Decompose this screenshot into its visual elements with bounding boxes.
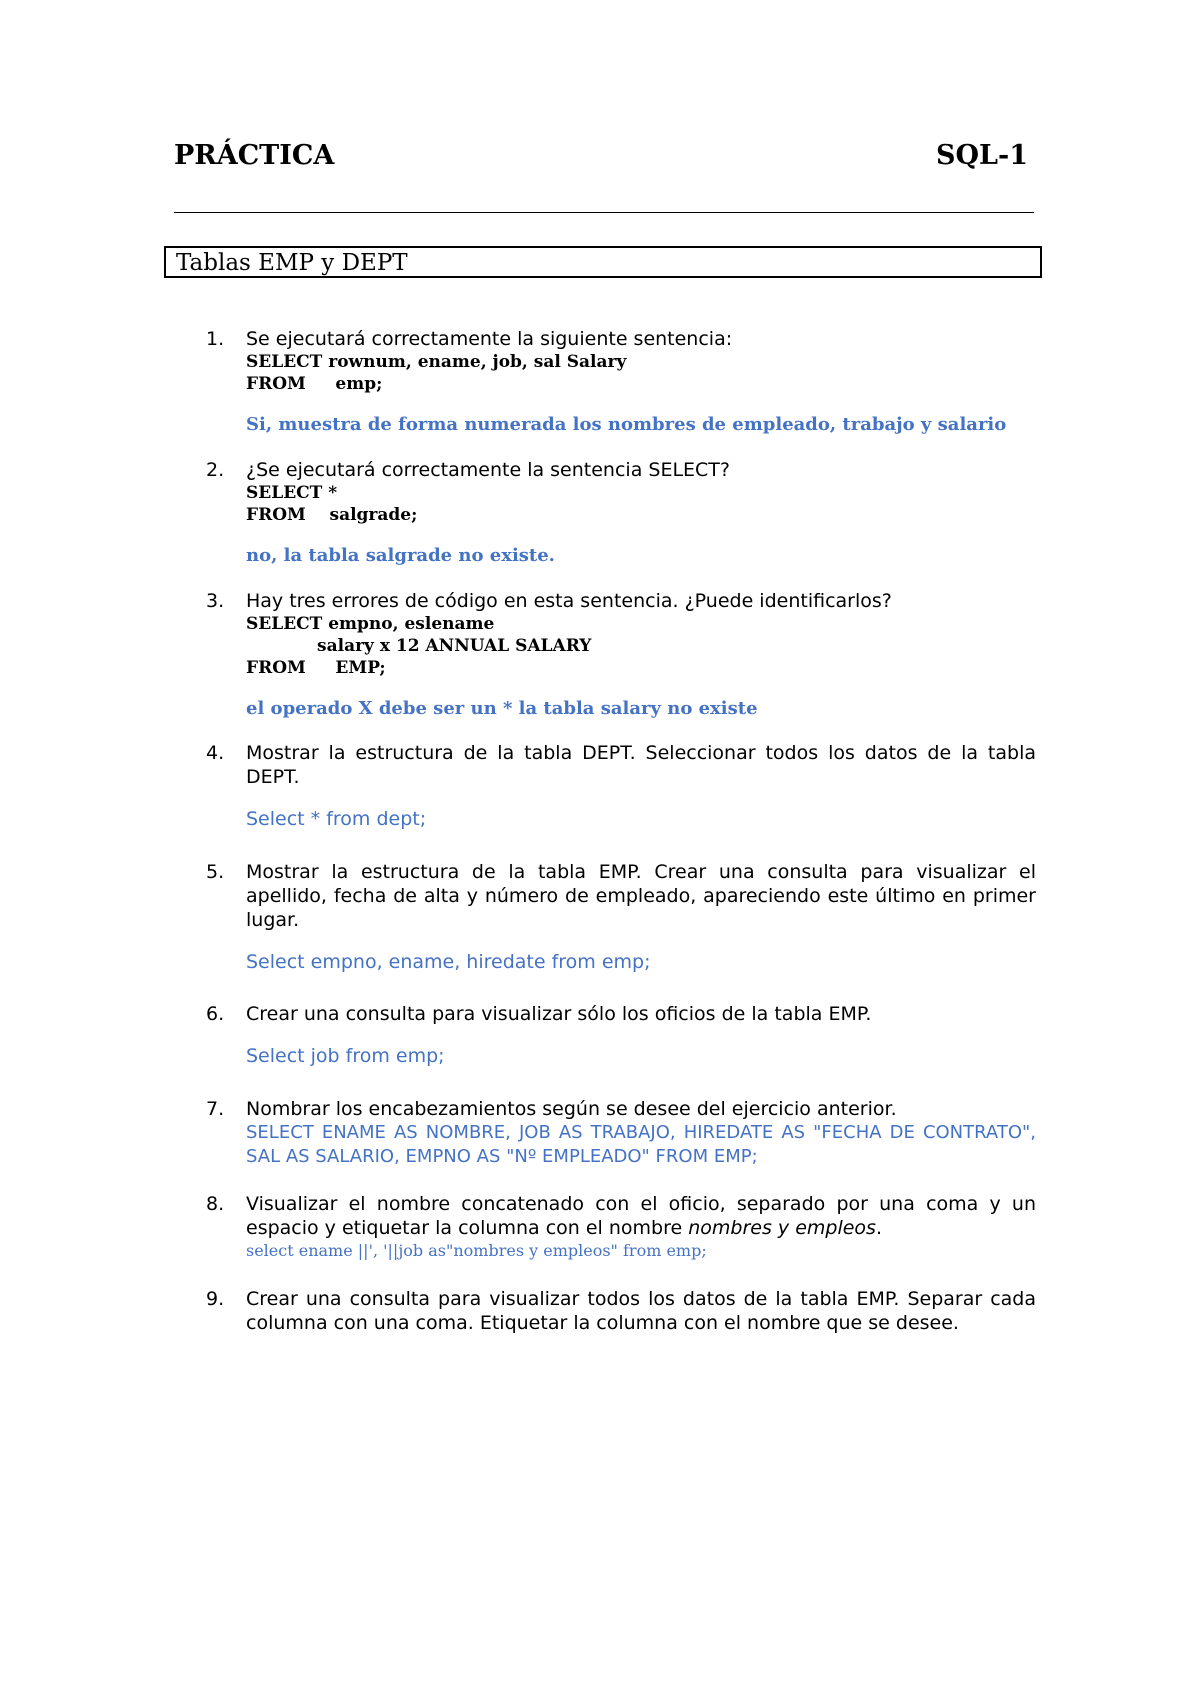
question-text: Hay tres errores de código en esta sentencia. ¿Puede identificarlos? (246, 590, 892, 612)
code-line: SELECT rownum, ename, job, sal Salary (246, 352, 627, 372)
question-text: ¿Se ejecutará correctamente la sentencia SELECT? (246, 459, 730, 481)
answer-text: select ename ||', '||job as"nombres y empleos" from emp; (246, 1241, 707, 1260)
answer-text: el operado X debe ser un * la tabla salary no existe (246, 698, 758, 719)
item-number: 9. (206, 1288, 225, 1310)
item-number: 8. (206, 1193, 225, 1215)
code-line: SELECT empno, eslename (246, 614, 495, 634)
question-start: Visualizar el nombre concatenado con el oficio, separado por una coma y un espacio y etiquetar la columna con el nombre (246, 1193, 1036, 1239)
page-code: SQL-1 (936, 140, 1028, 171)
item-number: 2. (206, 459, 225, 481)
page-title: PRÁCTICA (174, 140, 335, 171)
answer-text: no, la tabla salgrade no existe. (246, 545, 555, 566)
question-text: Crear una consulta para visualizar sólo los oficios de la tabla EMP. (246, 1003, 872, 1025)
code-line: FROM emp; (246, 374, 383, 394)
column-alias: nombres y empleos (688, 1217, 876, 1239)
question-text: Nombrar los encabezamientos según se desee del ejercicio anterior. (246, 1098, 897, 1120)
item-number: 6. (206, 1003, 225, 1025)
section-title: Tablas EMP y DEPT (176, 250, 408, 276)
code-line: FROM EMP; (246, 658, 386, 678)
question-text: Mostrar la estructura de la tabla DEPT. Seleccionar todos los datos de la tabla DEPT. (246, 742, 1036, 788)
answer-text: Select empno, ename, hiredate from emp; (246, 951, 651, 973)
item-number: 7. (206, 1098, 225, 1120)
item-number: 4. (206, 742, 225, 764)
answer-text: Si, muestra de forma numerada los nombres de empleado, trabajo y salario (246, 414, 1007, 435)
question-text: Mostrar la estructura de la tabla EMP. Crear una consulta para visualizar el apellido, fecha de alta y número de empleado, apareciendo este último en primer lugar. (246, 861, 1036, 931)
header-rule (174, 212, 1034, 213)
answer-text: Select * from dept; (246, 808, 427, 830)
question-text: Crear una consulta para visualizar todos los datos de la tabla EMP. Separar cada columna con una coma. Etiquetar la columna con el nombre que se desee. (246, 1288, 1036, 1334)
code-line: salary x 12 ANNUAL SALARY (246, 636, 592, 656)
section-title-box (164, 246, 1042, 278)
item-number: 1. (206, 328, 225, 350)
item-number: 5. (206, 861, 225, 883)
question-text (246, 1192, 1036, 1240)
question-end: . (875, 1217, 882, 1239)
code-line: FROM salgrade; (246, 505, 418, 525)
item-number: 3. (206, 590, 225, 612)
question-text: Se ejecutará correctamente la siguiente sentencia: (246, 328, 733, 350)
answer-text: Select job from emp; (246, 1045, 445, 1067)
answer-text: SELECT ENAME AS NOMBRE, JOB AS TRABAJO, HIREDATE AS "FECHA DE CONTRATO", SAL AS SALARIO, EMPNO AS "Nº EMPLEADO" FROM EMP; (246, 1122, 1036, 1167)
code-line: SELECT * (246, 483, 338, 503)
